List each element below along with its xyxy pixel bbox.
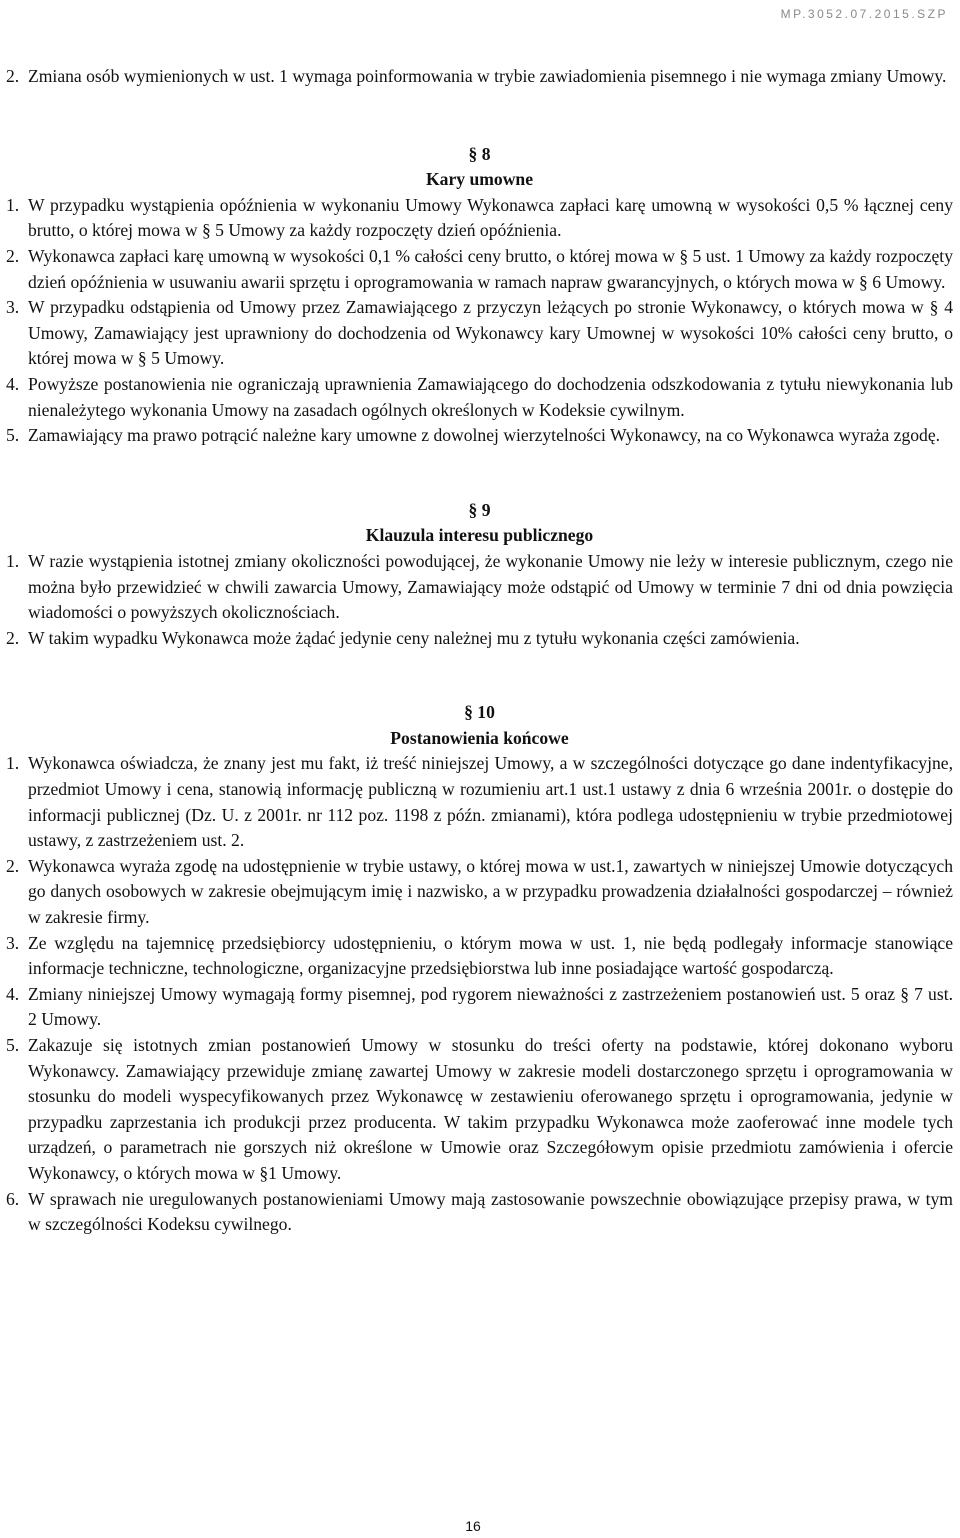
item-text: W takim wypadku Wykonawca może żądać jedynie ceny należnej mu z tytułu wykonania części zamówienia. bbox=[28, 627, 800, 648]
item-text: Zakazuje się istotnych zmian postanowień Umowy w stosunku do treści oferty na podstawie, której dokonano wyboru Wykonawcy. Zamawiający przewiduje zmianę zawartej Umowy w zakresie modeli dostarczonego sprzętu i oprogramowania w stosunku do modeli wyspecyfikowanych przez Wykonawcę w zestawieniu oferowanego sprzętu i oprogramowania, jedynie w przypadku zaprzestania ich produkcji przez producenta. W takim przypadku Wykonawca może zaoferować inne modele tych urządzeń, o parametrach nie gorszych niż określone w Umowie oraz Szczegółowym opisie przedmiotu zamówienia i ofercie Wykonawcy, o których mowa w §1 Umowy. bbox=[28, 1035, 953, 1183]
item-text: Powyższe postanowienia nie ograniczają uprawnienia Zamawiającego do dochodzenia odszkodowania z tytułu niewykonania lub nienależytego wykonania Umowy na zasadach ogólnych określonych w Kodeksie cywilnym. bbox=[28, 373, 953, 420]
item-number: 6. bbox=[6, 1188, 20, 1209]
item-number: 4. bbox=[6, 983, 20, 1004]
list-item bbox=[6, 64, 953, 90]
section-number: § 8 bbox=[468, 143, 491, 164]
item-number: 2. bbox=[6, 245, 20, 266]
list-item bbox=[6, 626, 953, 652]
item-text: Wykonawca zapłaci karę umowną w wysokości 0,1 % całości ceny brutto, o której mowa w § 5 ust. 1 Umowy za każdy rozpoczęty dzień opóźnienia w usuwaniu awarii sprzętu i oprogramowania w ramach napraw gwarancyjnych, o których mowa w § 6 Umowy. bbox=[28, 245, 953, 292]
section-8 bbox=[6, 142, 953, 449]
list-item bbox=[6, 244, 953, 295]
list-item bbox=[6, 295, 953, 372]
item-number: 2. bbox=[6, 627, 20, 648]
section-title: Postanowienia końcowe bbox=[390, 727, 569, 748]
item-number: 5. bbox=[6, 1035, 20, 1055]
list-item bbox=[6, 372, 953, 423]
item-text: W razie wystąpienia istotnej zmiany okoliczności powodującej, że wykonanie Umowy nie leży w interesie publicznym, czego nie można było przewidzieć w chwili zawarcia Umowy, Zamawiający może odstąpić od Umowy w terminie 7 dni od dnia powzięcia wiadomości o powyższych okolicznościach. bbox=[28, 550, 953, 623]
list-item bbox=[6, 1033, 953, 1187]
item-number: 1. bbox=[6, 753, 20, 774]
item-text: Zmiana osób wymienionych w ust. 1 wymaga poinformowania w trybie zawiadomienia pisemnego i nie wymaga zmiany Umowy. bbox=[28, 66, 947, 86]
list-item bbox=[6, 982, 953, 1033]
section-number: § 9 bbox=[468, 499, 491, 520]
section-10 bbox=[6, 700, 953, 1237]
section-number: § 10 bbox=[464, 702, 495, 723]
document-body bbox=[6, 64, 953, 1238]
item-text: Wykonawca wyraża zgodę na udostępnienie w trybie ustawy, o której mowa w ust.1, zawartych w niniejszej Umowie dotyczących go danych osobowych w zakresie obejmującym imię i nazwisko, a w przypadku prowadzenia działalności gospodarczej – również w zakresie firmy. bbox=[28, 855, 953, 928]
list-item bbox=[6, 1187, 953, 1238]
section-9 bbox=[6, 498, 953, 652]
item-number: 5. bbox=[6, 425, 20, 446]
list-item bbox=[6, 423, 953, 449]
page-number: 16 bbox=[465, 1518, 481, 1534]
list-item bbox=[6, 193, 953, 244]
item-number: 2. bbox=[6, 855, 20, 876]
list-item bbox=[6, 549, 953, 626]
list-item bbox=[6, 931, 953, 982]
section-title: Kary umowne bbox=[425, 169, 534, 190]
item-text: Ze względu na tajemnicę przedsiębiorcy udostępnieniu, o którym mowa w ust. 1, nie będą podlegały informacje stanowiące informacje techniczne, technologiczne, organizacyjne przedsiębiorstwa lub inne posiadające wartość gospodarczą. bbox=[28, 932, 953, 979]
document-reference-code: MP.3052.07.2015.SZP bbox=[780, 7, 948, 21]
list-item bbox=[6, 854, 953, 931]
item-text: Zmiany niniejszej Umowy wymagają formy pisemnej, pod rygorem nieważności z zastrzeżeniem postanowień ust. 5 oraz § 7 ust. 2 Umowy. bbox=[28, 983, 953, 1030]
item-text: W sprawach nie uregulowanych postanowieniami Umowy mają zastosowanie powszechnie obowiązujące przepisy prawa, w tym w szczególności Kodeksu cywilnego. bbox=[28, 1188, 953, 1235]
section-title: Klauzula interesu publicznego bbox=[365, 525, 594, 546]
item-text: W przypadku wystąpienia opóźnienia w wykonaniu Umowy Wykonawca zapłaci karę umowną w wysokości 0,5 % łącznej ceny brutto, o której mowa w § 5 Umowy za każdy rozpoczęty dzień opóźnienia. bbox=[28, 194, 953, 241]
item-number: 1. bbox=[6, 194, 20, 215]
list-item bbox=[6, 751, 953, 853]
item-text: Wykonawca oświadcza, że znany jest mu fakt, iż treść niniejszej Umowy, a w szczególności dotyczące go dane indentyfikacyjne, przedmiot Umowy i cena, stanowią informację publiczną w rozumieniu art.1 ust.1 ustawy z dnia 6 września 2001r. o dostępie do informacji publicznej (Dz. U. z 2001r. nr 112 poz. 1198 z późn. zmianami), która podlega udostępnieniu w trybie przedmiotowej ustawy, z zastrzeżeniem ust. 2. bbox=[28, 753, 953, 851]
item-text: Zamawiający ma prawo potrącić należne kary umowne z dowolnej wierzytelności Wykonawcy, na co Wykonawca wyraża zgodę. bbox=[28, 425, 941, 446]
item-text: W przypadku odstąpienia od Umowy przez Zamawiającego z przyczyn leżących po stronie Wykonawcy, o których mowa w § 4 Umowy, Zamawiający jest uprawniony do dochodzenia od Wykonawcy kary Umownej w wysokości 10% całości ceny brutto, o której mowa w § 5 Umowy. bbox=[28, 297, 953, 369]
item-number: 3. bbox=[6, 297, 20, 318]
item-number: 4. bbox=[6, 373, 20, 394]
item-number: 2. bbox=[6, 66, 20, 86]
item-number: 3. bbox=[6, 932, 20, 953]
item-number: 1. bbox=[6, 550, 20, 571]
